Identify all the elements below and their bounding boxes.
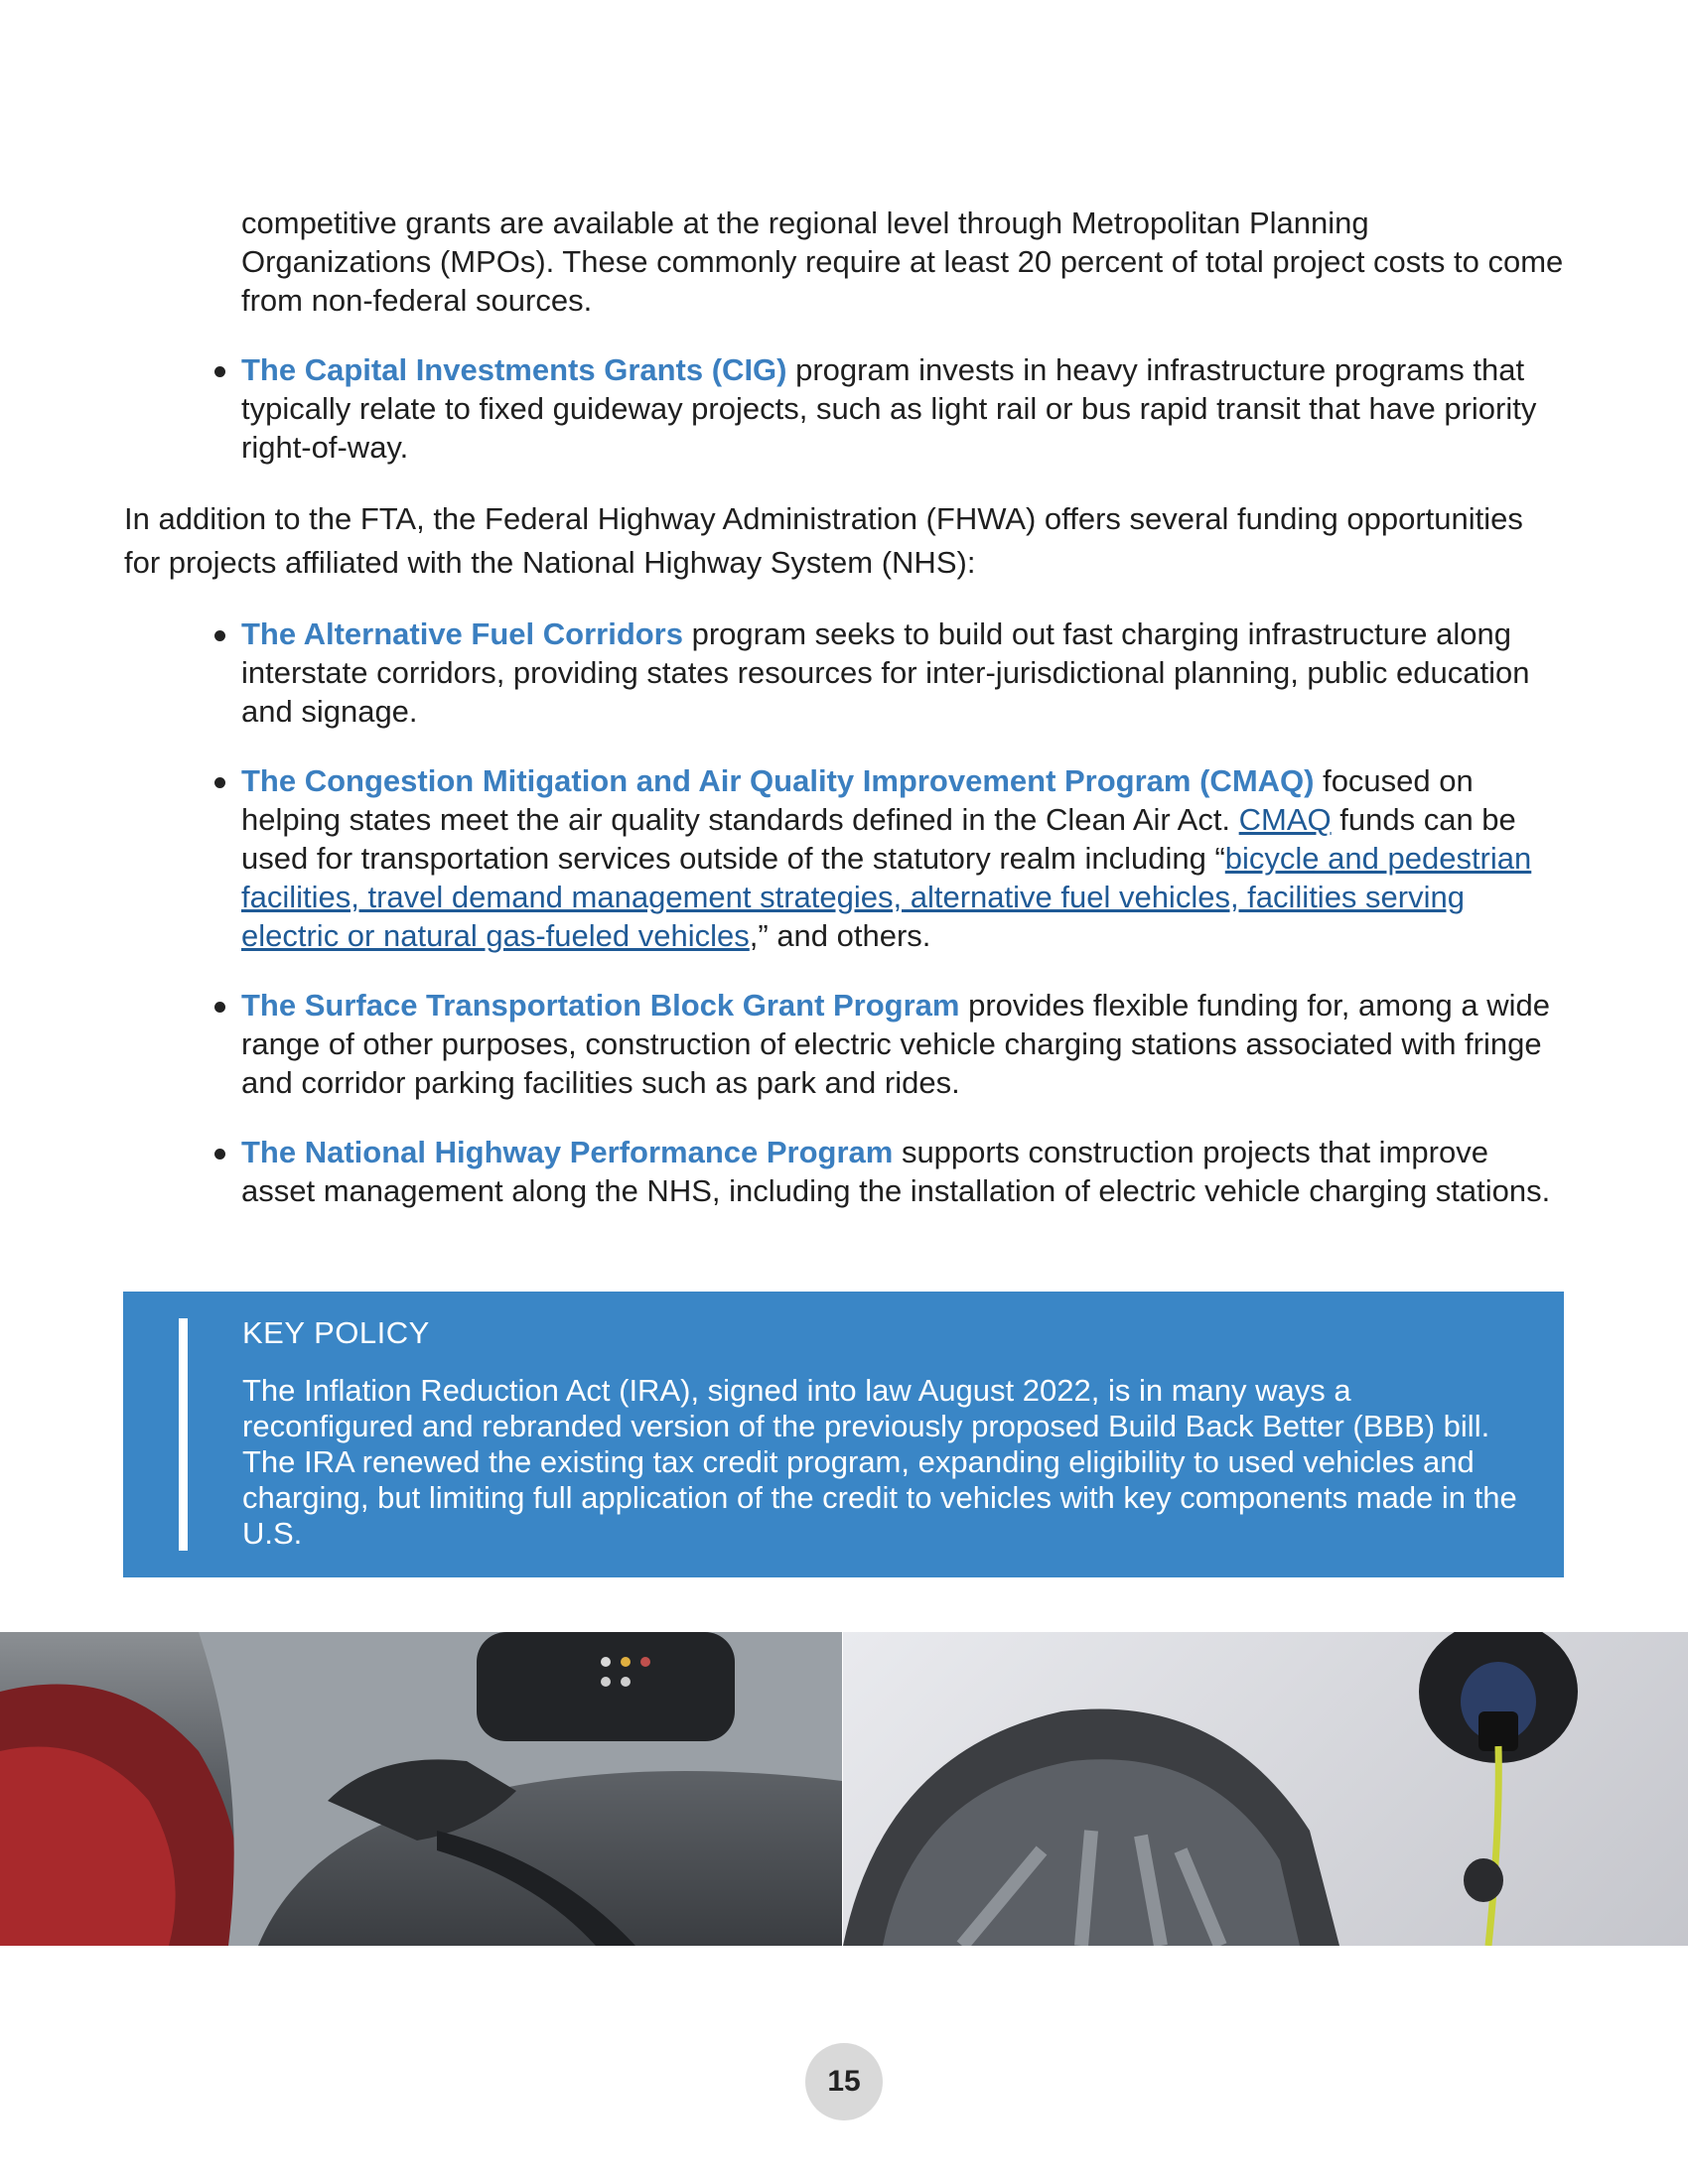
- bullet-continuation-text: competitive grants are available at the regional level through Metropolitan Planning Organizations (MPOs). These commonly require at least 20 percent of total project costs to come from non-federal sources.: [241, 205, 1564, 318]
- policy-accent-bar: [179, 1318, 188, 1551]
- key-policy-box: [123, 1292, 1564, 1577]
- list-item-nhpp: [124, 1133, 1564, 1210]
- list-item: [124, 204, 1564, 320]
- key-policy-body: The Inflation Reduction Act (IRA), signed into law August 2022, is in many ways a reconfigured and rebranded version of the previously proposed Build Back Better (BBB) bill. The IRA renewed the existing tax credit program, expanding eligibility to used vehicles and charging, but limiting full application of the credit to vehicles with key components made in the U.S.: [242, 1373, 1517, 1551]
- program-description: funds can be used for transportation services outside of the statutory realm including “: [241, 802, 1516, 876]
- list-item-afc: [124, 614, 1564, 731]
- ev-charging-photo-left: [0, 1632, 842, 1946]
- list-item-stbg: [124, 986, 1564, 1102]
- list-item-cig: [124, 350, 1564, 467]
- main-content: [124, 204, 1564, 1241]
- program-description: program invests in heavy infrastructure programs that typically relate to fixed guideway projects, such as light rail or bus rapid transit that have priority right-of-way.: [241, 352, 1537, 465]
- program-description: program seeks to build out fast charging infrastructure along interstate corridors, providing states resources for inter-jurisdictional planning, public education and signage.: [241, 616, 1530, 729]
- program-description: focused on helping states meet the air quality standards defined in the Clean Air Act.: [241, 763, 1474, 837]
- bullet-list-fta: [124, 204, 1564, 467]
- list-item-cmaq: [124, 761, 1564, 955]
- key-policy-title: KEY POLICY: [242, 1315, 430, 1350]
- program-name-cig: The Capital Investments Grants (CIG): [241, 352, 787, 387]
- program-description: supports construction projects that improve asset management along the NHS, including the installation of electric vehicle charging stations.: [241, 1135, 1551, 1208]
- ev-charging-photo-right: [843, 1632, 1688, 1946]
- bullet-list-fhwa: [124, 614, 1564, 1210]
- program-description: provides flexible funding for, among a wide range of other purposes, construction of electric vehicle charging stations associated with fringe and corridor parking facilities such as park and rides.: [241, 988, 1551, 1100]
- charging-port-illustration: [843, 1632, 1688, 1946]
- eligible-services-link[interactable]: bicycle and pedestrian facilities, travel demand management strategies, alternative fuel vehicles, facilities serving electric or natural gas-fueled vehicles: [241, 841, 1532, 953]
- page-number: 15: [805, 2043, 883, 2120]
- program-name-nhpp: The National Highway Performance Program: [241, 1135, 894, 1169]
- program-name-stbg: The Surface Transportation Block Grant Program: [241, 988, 960, 1023]
- charging-plug-illustration: [0, 1632, 842, 1946]
- program-name-cmaq: The Congestion Mitigation and Air Quality Improvement Program (CMAQ): [241, 763, 1315, 798]
- cmaq-link[interactable]: CMAQ: [1238, 802, 1332, 837]
- program-description: ,” and others.: [749, 918, 931, 953]
- photo-strip: [0, 1632, 1688, 1946]
- intro-paragraph: In addition to the FTA, the Federal Highway Administration (FHWA) offers several funding opportunities for projects affiliated with the National Highway System (NHS):: [124, 501, 1523, 580]
- program-name-afc: The Alternative Fuel Corridors: [241, 616, 683, 651]
